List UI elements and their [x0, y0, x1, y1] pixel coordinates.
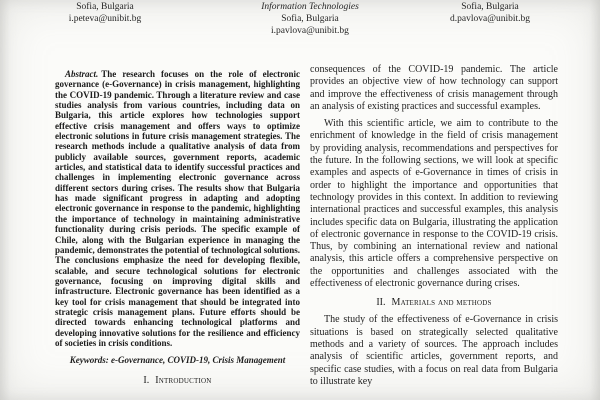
section-number: I. — [143, 375, 150, 387]
body-paragraph: With this scientific article, we aim to contribute to the enrichment of knowledge in the field of crisis management by providing analysis, recommendations and perspectives for the future. In the following sections, we will look at specific examples and aspects of e-Governance in times of crisis in order to highlight the importance and opportunities that technology provides in this context. In addition to reviewing international practices and successful examples, this analysis includes specific data on Bulgaria, illustrating the application of electronic governance in response to the COVID-19 crisis. Thus, by combining an international review and national analysis, this article offers a comprehensive perspective on the opportunities and challenges associated with the effectiveness of electronic governance during crises. — [310, 118, 558, 290]
section-heading-introduction — [55, 375, 300, 387]
author-city: Sofia, Bulgaria — [281, 14, 339, 24]
right-column — [310, 64, 558, 388]
abstract-text: The research focuses on the role of electronic governance (e-Governance) in crisis management, highlighting the COVID-19 pandemic. Through a literature review and case studies analysis from various countries, including data on Bulgaria, this article explores how technologies support effective crisis management and offers ways to optimize electronic solutions in future crisis management strategies. The research methods include a qualitative analysis of data from publicly available sources, government reports, academic articles, and statistical data to identify successful practices and challenges in implementing electronic governance across different sectors during crises. The results show that Bulgaria has made significant progress in adapting and adopting electronic governance in response to the pandemic, highlighting the importance of technology in maintaining administrative functionality during crisis periods. The specific example of Chile, along with the Bulgarian experience in managing the pandemic, demonstrates the potential of technological solutions. The conclusions emphasize the need for developing flexible, scalable, and secure technological solutions for electronic governance, focusing on improving digital skills and infrastructure. Electronic governance has been identified as a key tool for crisis management that should be integrated into strategic crisis management plans. Future efforts should be directed towards enhancing technological platforms and developing innovative solutions for the resilience and efficiency of societies in crisis conditions. — [55, 69, 300, 348]
author-block-2 — [225, 1, 395, 37]
author-block-1 — [20, 1, 190, 25]
body-paragraph: consequences of the COVID-19 pandemic. The article provides an objective view of how technology can support and improve the effectiveness of crisis management through an analysis of existing practices and successful examples. — [310, 64, 558, 112]
section-heading-materials-methods — [310, 297, 558, 309]
author-email: d.pavlova@unibit.bg — [450, 14, 530, 24]
author-block-3 — [405, 1, 575, 25]
author-email: i.pavlova@unibit.bg — [271, 26, 349, 36]
left-column — [55, 69, 300, 387]
section-title: Introduction — [155, 375, 212, 387]
abstract-label: Abstract. — [65, 69, 99, 79]
section-title: Materials and methods — [391, 297, 492, 309]
section-number: II. — [376, 297, 386, 309]
author-email: i.peteva@unibit.bg — [68, 14, 142, 24]
author-affiliation: Information Technologies — [261, 2, 359, 12]
keywords-line: Keywords: e-Governance, COVID-19, Crisis Management — [69, 355, 286, 366]
author-city: Sofia, Bulgaria — [76, 2, 134, 12]
abstract-paragraph — [55, 69, 300, 348]
scan-artifact-right — [590, 0, 600, 400]
scan-artifact-left — [0, 0, 10, 400]
body-paragraph: The study of the effectiveness of e-Governance in crisis situations is based on strategically selected qualitative methods and a variety of sources. The approach includes analysis of scientific articles, government reports, and specific case studies, with a focus on real data from Bulgaria to illustrate key — [310, 314, 558, 387]
author-city: Sofia, Bulgaria — [461, 2, 519, 12]
